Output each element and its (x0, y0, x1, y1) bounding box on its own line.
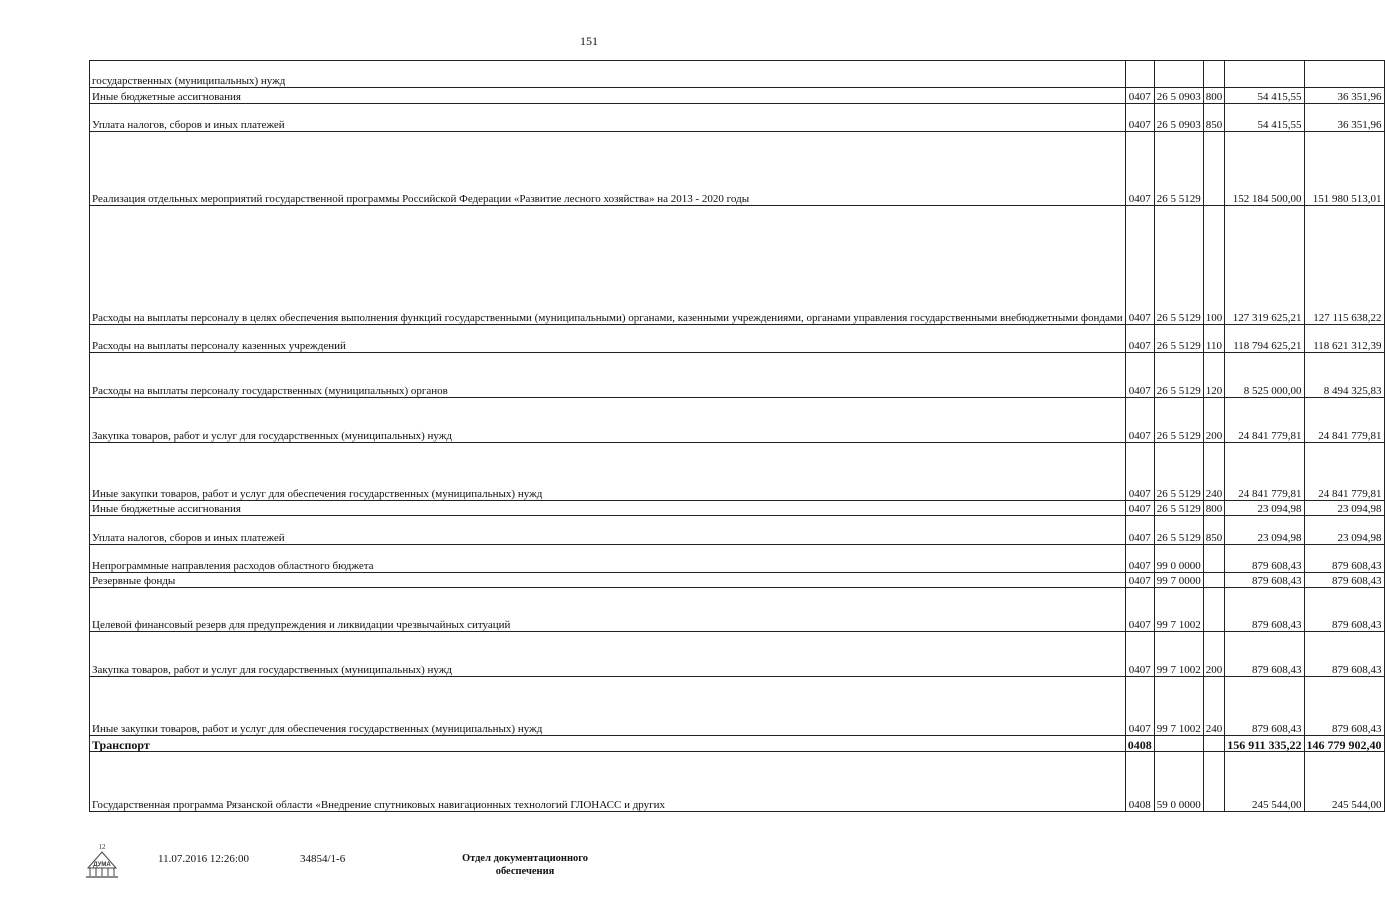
cell-amount-executed: 879 608,43 (1304, 573, 1384, 588)
table-row (90, 736, 1385, 752)
cell-row-name: Расходы на выплаты персоналу государственных (муниципальных) органов (90, 353, 1126, 398)
cell-row-name: Резервные фонды (90, 573, 1126, 588)
budget-table-body (90, 61, 1385, 812)
cell-target-article: 26 5 5129 (1154, 398, 1203, 443)
cell-target-article: 99 7 1002 (1154, 588, 1203, 632)
cell-target-article (1154, 61, 1203, 88)
footer-datetime: 11.07.2016 12:26:00 (158, 853, 249, 865)
cell-row-name: Закупка товаров, работ и услуг для государственных (муниципальных) нужд (90, 398, 1126, 443)
cell-row-name: Целевой финансовый резерв для предупреждения и ликвидации чрезвычайных ситуаций (90, 588, 1126, 632)
cell-amount-executed: 23 094,98 (1304, 501, 1384, 516)
cell-amount-executed: 879 608,43 (1304, 677, 1384, 736)
cell-row-name: Государственная программа Рязанской области «Внедрение спутниковых навигационных технологий ГЛОНАСС и других (90, 752, 1126, 812)
cell-section-code: 0407 (1125, 677, 1154, 736)
cell-amount-executed: 879 608,43 (1304, 632, 1384, 677)
footer-dept-line1: Отдел документационного (461, 853, 589, 864)
cell-section-code: 0407 (1125, 325, 1154, 353)
cell-expense-type: 200 (1203, 398, 1225, 443)
cell-target-article: 26 5 5129 (1154, 501, 1203, 516)
logo-text: ДУМА (93, 862, 111, 868)
cell-row-name: Иные бюджетные ассигнования (90, 501, 1126, 516)
cell-amount-approved: 245 544,00 (1225, 752, 1304, 812)
cell-target-article: 99 7 1002 (1154, 677, 1203, 736)
cell-target-article: 99 7 1002 (1154, 632, 1203, 677)
cell-target-article: 26 5 5129 (1154, 443, 1203, 501)
cell-row-name: Иные закупки товаров, работ и услуг для обеспечения государственных (муниципальных) нужд (90, 677, 1126, 736)
cell-amount-executed: 8 494 325,83 (1304, 353, 1384, 398)
table-row (90, 677, 1385, 736)
cell-row-name: Расходы на выплаты персоналу в целях обеспечения выполнения функций государственными (муниципальными) органами, казенными учреждениями, органами управления государственными внебюджетными фондами (90, 206, 1126, 325)
table-row (90, 325, 1385, 353)
cell-amount-executed: 36 351,96 (1304, 104, 1384, 132)
page-number: 151 (580, 34, 598, 48)
cell-expense-type (1203, 573, 1225, 588)
cell-amount-approved: 127 319 625,21 (1225, 206, 1304, 325)
cell-amount-executed (1304, 61, 1384, 88)
cell-target-article: 99 7 0000 (1154, 573, 1203, 588)
cell-amount-executed: 36 351,96 (1304, 88, 1384, 104)
cell-section-code: 0407 (1125, 573, 1154, 588)
cell-expense-type: 800 (1203, 501, 1225, 516)
cell-expense-type: 100 (1203, 206, 1225, 325)
cell-amount-executed: 118 621 312,39 (1304, 325, 1384, 353)
table-row (90, 61, 1385, 88)
cell-row-name: Уплата налогов, сборов и иных платежей (90, 104, 1126, 132)
table-row (90, 88, 1385, 104)
cell-amount-approved: 23 094,98 (1225, 501, 1304, 516)
cell-expense-type: 120 (1203, 353, 1225, 398)
cell-amount-approved: 24 841 779,81 (1225, 398, 1304, 443)
cell-target-article: 99 0 0000 (1154, 545, 1203, 573)
cell-amount-executed: 879 608,43 (1304, 545, 1384, 573)
table-row (90, 752, 1385, 812)
table-row (90, 398, 1385, 443)
table-row (90, 501, 1385, 516)
cell-target-article: 26 5 5129 (1154, 353, 1203, 398)
table-row (90, 443, 1385, 501)
table-row (90, 132, 1385, 206)
cell-target-article: 59 0 0000 (1154, 752, 1203, 812)
cell-amount-approved: 24 841 779,81 (1225, 443, 1304, 501)
duma-logo-icon (80, 842, 124, 882)
cell-section-code: 0408 (1125, 752, 1154, 812)
cell-section-code (1125, 61, 1154, 88)
cell-row-name: Реализация отдельных мероприятий государственной программы Российской Федерации «Развитие лесного хозяйства» на 2013 - 2020 годы (90, 132, 1126, 206)
cell-amount-executed: 24 841 779,81 (1304, 398, 1384, 443)
cell-section-code: 0407 (1125, 632, 1154, 677)
cell-amount-approved: 54 415,55 (1225, 88, 1304, 104)
cell-row-name: Уплата налогов, сборов и иных платежей (90, 516, 1126, 545)
footer-doc-number: 34854/1-6 (300, 853, 346, 865)
cell-target-article: 26 5 5129 (1154, 325, 1203, 353)
cell-expense-type (1203, 752, 1225, 812)
cell-amount-approved: 23 094,98 (1225, 516, 1304, 545)
cell-amount-executed: 127 115 638,22 (1304, 206, 1384, 325)
cell-row-name: Транспорт (90, 736, 1126, 752)
cell-section-code: 0407 (1125, 443, 1154, 501)
cell-expense-type: 240 (1203, 443, 1225, 501)
cell-section-code: 0407 (1125, 545, 1154, 573)
cell-target-article: 26 5 5129 (1154, 206, 1203, 325)
cell-row-name: государственных (муниципальных) нужд (90, 61, 1126, 88)
cell-amount-approved: 152 184 500,00 (1225, 132, 1304, 206)
cell-expense-type (1203, 61, 1225, 88)
cell-section-code: 0407 (1125, 516, 1154, 545)
cell-amount-executed: 146 779 902,40 (1304, 736, 1384, 752)
cell-amount-approved: 8 525 000,00 (1225, 353, 1304, 398)
cell-section-code: 0407 (1125, 353, 1154, 398)
cell-amount-approved: 879 608,43 (1225, 588, 1304, 632)
cell-row-name: Иные бюджетные ассигнования (90, 88, 1126, 104)
cell-expense-type: 850 (1203, 104, 1225, 132)
cell-section-code: 0407 (1125, 501, 1154, 516)
cell-section-code: 0407 (1125, 132, 1154, 206)
cell-target-article: 26 5 0903 (1154, 88, 1203, 104)
table-row (90, 588, 1385, 632)
cell-amount-executed: 23 094,98 (1304, 516, 1384, 545)
cell-section-code: 0407 (1125, 398, 1154, 443)
cell-row-name: Закупка товаров, работ и услуг для государственных (муниципальных) нужд (90, 632, 1126, 677)
cell-target-article: 26 5 0903 (1154, 104, 1203, 132)
cell-amount-executed: 151 980 513,01 (1304, 132, 1384, 206)
cell-amount-approved: 118 794 625,21 (1225, 325, 1304, 353)
cell-amount-executed: 245 544,00 (1304, 752, 1384, 812)
table-row (90, 545, 1385, 573)
footer-department (430, 852, 620, 878)
cell-expense-type: 850 (1203, 516, 1225, 545)
cell-section-code: 0407 (1125, 88, 1154, 104)
cell-row-name: Непрограммные направления расходов областного бюджета (90, 545, 1126, 573)
cell-expense-type (1203, 132, 1225, 206)
cell-expense-type: 800 (1203, 88, 1225, 104)
cell-target-article (1154, 736, 1203, 752)
cell-amount-approved: 879 608,43 (1225, 573, 1304, 588)
cell-target-article: 26 5 5129 (1154, 132, 1203, 206)
cell-amount-approved: 879 608,43 (1225, 632, 1304, 677)
logo-number: 12 (98, 843, 106, 851)
cell-amount-executed: 24 841 779,81 (1304, 443, 1384, 501)
cell-row-name: Расходы на выплаты персоналу казенных учреждений (90, 325, 1126, 353)
table-row (90, 206, 1385, 325)
cell-section-code: 0408 (1125, 736, 1154, 752)
table-row (90, 632, 1385, 677)
cell-expense-type (1203, 736, 1225, 752)
cell-expense-type (1203, 588, 1225, 632)
budget-table (89, 60, 1385, 812)
cell-section-code: 0407 (1125, 588, 1154, 632)
cell-expense-type: 200 (1203, 632, 1225, 677)
cell-amount-executed: 879 608,43 (1304, 588, 1384, 632)
cell-amount-approved: 879 608,43 (1225, 545, 1304, 573)
cell-section-code: 0407 (1125, 206, 1154, 325)
table-row (90, 353, 1385, 398)
cell-amount-approved: 879 608,43 (1225, 677, 1304, 736)
cell-expense-type (1203, 545, 1225, 573)
cell-expense-type: 110 (1203, 325, 1225, 353)
cell-amount-approved: 54 415,55 (1225, 104, 1304, 132)
cell-row-name: Иные закупки товаров, работ и услуг для обеспечения государственных (муниципальных) нужд (90, 443, 1126, 501)
cell-amount-approved: 156 911 335,22 (1225, 736, 1304, 752)
footer-dept-line2: обеспечения (495, 866, 555, 877)
cell-section-code: 0407 (1125, 104, 1154, 132)
table-row (90, 104, 1385, 132)
cell-target-article: 26 5 5129 (1154, 516, 1203, 545)
table-row (90, 573, 1385, 588)
cell-amount-approved (1225, 61, 1304, 88)
cell-expense-type: 240 (1203, 677, 1225, 736)
table-row (90, 516, 1385, 545)
